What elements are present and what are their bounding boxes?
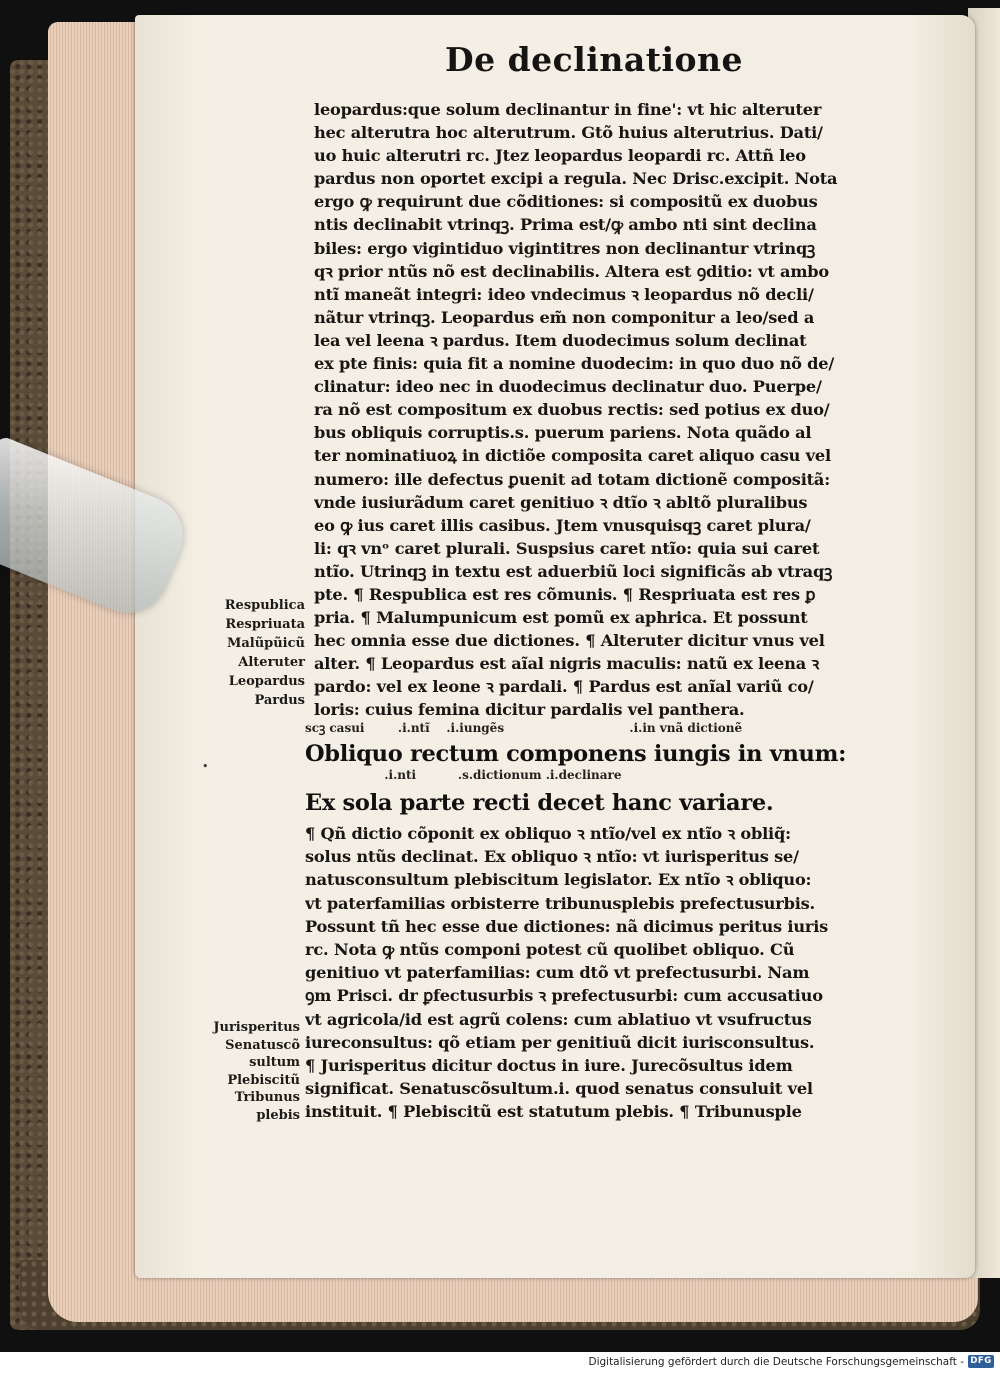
text-line: ergo ꝙ requirunt due cõditiones: si compositũ ex duobus [314,192,818,212]
main-text-block [314,98,904,722]
dfg-logo: DFG [968,1355,994,1368]
text-line: rc. Nota ꝙ ntũs componi potest cũ quolibet obliquo. Cũ [305,939,795,959]
text-line: pardo: vel ex leone ꝛ pardali. ¶ Pardus est anĩal variũ co/ [314,677,814,697]
text-line: biles: ergo vigintiduo vigintitres non declinantur vtrinqꝫ [314,238,816,258]
commentary-text-block [305,822,905,1123]
text-line: qꝛ prior ntũs nõ est declinabilis. Altera est ꝯditio: vt ambo [314,261,829,281]
margin-note: sultum [249,1055,300,1070]
text-line: ntĩ maneãt integri: ideo vndecimus ꝛ leopardus nõ decli/ [314,284,814,304]
text-line: uo huic alterutri rc. Jtez leopardus leopardi rc. Attñ leo [314,146,806,166]
text-line: li: qꝛ vnᵒ caret plurali. Suspsius caret ntĩo: quia sui caret [314,538,820,558]
text-line: solus ntũs declinat. Ex obliquo ꝛ ntĩo: vt iurisperitus se/ [305,847,799,867]
verse-line: Obliquo rectum componens iungis in vnum: [305,741,847,767]
interlinear-gloss [305,766,905,784]
page-header: De declinatione [445,40,743,79]
margin-note: Tribunus [234,1090,300,1105]
text-line: ntis declinabit vtrinqꝫ. Prima est/ꝙ ambo nti sint declina [314,215,817,235]
text-line: ntĩo. Utrinqꝫ in textu est aduerbiũ loci significãs ab vtraqꝫ [314,561,833,581]
gloss-line: .i.nti .s.dictionum .i.declinare [305,768,622,782]
text-line: hec alterutra hoc alterutrum. Gtõ huius alterutrius. Dati/ [314,123,823,143]
text-line: Possunt tñ hec esse due dictiones: nã dicimus peritus iuris [305,916,829,936]
show-through-text [898,48,968,88]
margin-notes [185,596,305,710]
margin-note: Leopardus [228,674,305,689]
text-line: lea vel leena ꝛ pardus. Item duodecimus solum declinat [314,330,807,350]
verse-block [305,788,905,818]
text-line: pte. ¶ Respublica est res cõmunis. ¶ Respriuata est res ꝑ [314,584,816,604]
margin-note: Malũpũicũ [226,636,305,651]
text-line: clinatur: ideo nec in duodecimus declinatur duo. Puerpe/ [314,377,822,397]
text-line: natusconsultum plebiscitum legislator. Ex ntĩo ꝛ obliquo: [305,870,812,890]
text-line: bus obliquis corruptis.s. puerum pariens. Nota quãdo al [314,423,812,443]
text-line: loris: cuius femina dicitur pardalis vel panthera. [314,700,745,720]
text-line: alter. ¶ Leopardus est aĩal nigris maculis: natũ ex leena ꝛ [314,654,819,674]
text-line: ex pte finis: quia fit a nomine duodecim: in quo duo nõ de/ [314,354,835,374]
margin-note: Senatuscõ [225,1037,300,1053]
text-line: hec omnia esse due dictiones. ¶ Alteruter dicitur vnus vel [314,631,825,651]
margin-notes [180,1019,300,1124]
margin-note: Respublica [224,598,305,613]
text-line: significat. Senatuscõsultum.i. quod senatus consuluit vel [305,1079,813,1099]
text-line: ꝯm Prisci. dr ꝑfectusurbis ꝛ prefectusurbi: cum accusatiuo [305,986,823,1006]
text-line: vt paterfamilias orbisterre tribunusplebis prefectusurbis. [305,893,815,913]
stray-ink-mark: • [202,760,209,773]
text-line: eo ꝙ ius caret illis casibus. Jtem vnusquisqꝫ caret plura/ [314,515,811,535]
text-line: ter nominatiuoꝝ in dictiõe composita caret aliquo casu vel [314,446,831,466]
margin-note: Pardus [254,693,305,708]
margin-note: plebis [256,1107,300,1123]
text-line: ¶ Qñ dictio cõponit ex obliquo ꝛ ntĩo/vel ex ntĩo ꝛ obliq̃: [305,824,791,843]
text-line: nãtur vtrinqꝫ. Leopardus em̃ non componitur a leo/sed a [314,307,815,327]
funding-credit: Digitalisierung gefördert durch die Deutsche Forschungsgemeinschaft - [588,1356,964,1368]
margin-note: Jurisperitus [213,1020,300,1035]
text-line: pardus non oportet excipi a regula. Nec Drisc.excipit. Nota [314,169,838,189]
verse-block [305,739,905,769]
verse-line: Ex sola parte recti decet hanc variare. [305,790,774,816]
text-line: ¶ Jurisperitus dicitur doctus in iure. Jurecõsultus idem [305,1055,793,1075]
text-line: genitiuo vt paterfamilias: cum dtõ vt prefectusurbi. Nam [305,963,810,983]
interlinear-gloss [305,719,905,737]
margin-note: Alteruter [238,655,305,670]
text-line: leopardus:que solum declinantur in fine': vt hic alteruter [314,100,822,119]
gloss-line: scꝫ casui .i.ntĩ .i.iungẽs .i.in vnã dictionẽ [305,721,743,735]
text-line: vnde iusiurãdum caret genitiuo ꝛ dtĩo ꝛ abltõ pluralibus [314,492,808,512]
text-line: ra nõ est compositum ex duobus rectis: sed potius ex duo/ [314,400,830,420]
text-line: iureconsultus: qõ etiam per genitiuũ dicit iurisconsultus. [305,1032,815,1052]
text-line: numero: ille defectus ꝑuenit ad totam dictionẽ compositã: [314,469,830,489]
margin-note: Plebiscitũ [227,1072,300,1088]
text-line: instituit. ¶ Plebiscitũ est statutum plebis. ¶ Tribunusple [305,1102,802,1122]
margin-note: Respriuata [225,617,305,632]
text-line: vt agricola/id est agrũ colens: cum ablatiuo vt vsufructus [305,1009,812,1029]
text-line: pria. ¶ Malumpunicum est pomũ ex aphrica. Et possunt [314,608,808,628]
